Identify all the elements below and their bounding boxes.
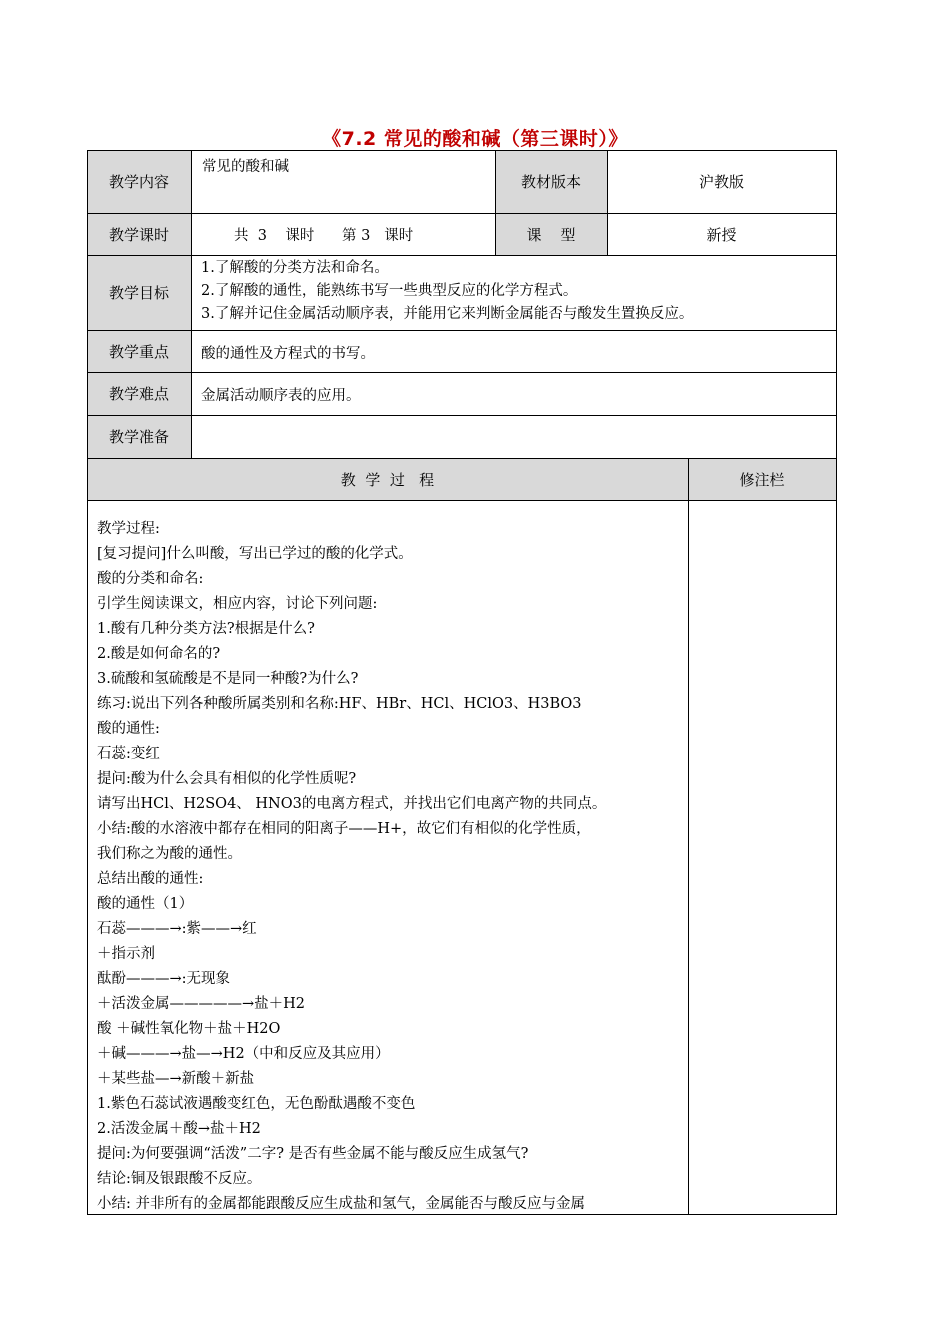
table-border [495, 150, 496, 255]
table-border [87, 500, 837, 501]
table-border [836, 150, 837, 1215]
label-teaching-goals: 教学目标 [87, 255, 191, 330]
table-border [87, 150, 837, 151]
process-line: 酞酚———→:无现象 [97, 971, 231, 987]
table-border [87, 213, 837, 214]
process-line: 提问:为何要强调“活泼”二字? 是否有些金属不能与酸反应生成氢气? [97, 1146, 529, 1162]
value-lesson-type: 新授 [706, 225, 737, 244]
process-line: 小结: 并非所有的金属都能跟酸反应生成盐和氢气，金属能否与酸反应与金属 [97, 1196, 585, 1212]
label-notes-column: 修注栏 [688, 458, 836, 500]
value-teaching-difficulty: 金属活动顺序表的应用。 [201, 388, 361, 404]
label-teaching-focus: 教学重点 [87, 330, 191, 372]
label-textbook-edition: 教材版本 [495, 150, 607, 213]
process-line: 1.紫色石蕊试液遇酸变红色，无色酚酞遇酸不变色 [97, 1096, 416, 1112]
label-teaching-content: 教学内容 [87, 150, 191, 213]
process-line: ＋某些盐—→新酸＋新盐 [97, 1071, 255, 1087]
goal-item: 2.了解酸的通性，能熟练书写一些典型反应的化学方程式。 [201, 283, 578, 299]
value-teaching-focus: 酸的通性及方程式的书写。 [201, 346, 375, 362]
table-border [607, 150, 608, 255]
process-line: 提问:酸为什么会具有相似的化学性质呢? [97, 771, 357, 787]
label-teaching-prep: 教学准备 [87, 415, 191, 458]
process-line: 2.酸是如何命名的? [97, 646, 221, 662]
process-line: 小结:酸的水溶液中都存在相同的阳离子——H+，故它们有相似的化学性质， [97, 821, 591, 837]
process-line: 酸的通性（1） [97, 896, 194, 912]
process-line: 酸的分类和命名: [97, 571, 204, 587]
process-line: ＋碱———→盐—→H2（中和反应及其应用） [97, 1046, 390, 1062]
process-line: 总结出酸的通性: [97, 871, 204, 887]
process-line: 练习:说出下列各种酸所属类别和名称:HF、HBr、HCl、HClO3、H3BO3 [97, 696, 582, 712]
process-line: 引学生阅读课文，相应内容，讨论下列问题: [97, 596, 378, 612]
process-line: 教学过程: [97, 521, 160, 537]
process-line: 酸的通性: [97, 721, 160, 737]
process-line: 结论:铜及银跟酸不反应。 [97, 1171, 262, 1187]
table-border [87, 150, 88, 1215]
label-teaching-process: 教 学 过 程 [87, 458, 688, 500]
process-line: 2.活泼金属＋酸→盐＋H2 [97, 1121, 261, 1137]
value-lesson-hours: 共 3 课时 第 3 课时 [234, 228, 414, 244]
label-lesson-hours: 教学课时 [87, 213, 191, 255]
label-lesson-type: 课 型 [495, 213, 607, 255]
goal-item: 1.了解酸的分类方法和命名。 [201, 260, 389, 276]
table-border [87, 255, 837, 256]
table-border [87, 458, 837, 459]
process-line: 石蕊:变红 [97, 746, 160, 762]
process-line: ＋活泼金属—————→盐＋H2 [97, 996, 306, 1012]
value-teaching-content: 常见的酸和碱 [202, 159, 289, 175]
table-border [87, 1214, 837, 1215]
value-teaching-goals [201, 257, 693, 326]
table-border [688, 458, 689, 1215]
value-textbook-edition: 沪教版 [698, 173, 744, 191]
process-line: 3.硫酸和氢硫酸是不是同一种酸?为什么? [97, 671, 359, 687]
process-line: 石蕊———→:紫——→红 [97, 921, 257, 937]
process-line: 1.酸有几种分类方法?根据是什么? [97, 621, 315, 637]
table-border [191, 150, 192, 458]
process-line: [复习提问]什么叫酸，写出已学过的酸的化学式。 [97, 546, 413, 562]
process-line: 我们称之为酸的通性。 [97, 846, 242, 862]
table-border [87, 415, 837, 416]
goal-item: 3.了解并记住金属活动顺序表，并能用它来判断金属能否与酸发生置换反应。 [201, 306, 694, 322]
process-line: 请写出HCl、H2SO4、 HNO3的电离方程式，并找出它们电离产物的共同点。 [97, 796, 607, 812]
process-line: ＋指示剂 [97, 946, 155, 962]
table-border [87, 372, 837, 373]
table-border [87, 330, 837, 331]
page-title: 《7.2 常见的酸和碱（第三课时）》 [322, 128, 628, 150]
label-teaching-difficulty: 教学难点 [87, 372, 191, 415]
process-line: 酸 ＋碱性氧化物＋盐＋H2O [97, 1021, 281, 1037]
process-content [97, 517, 685, 1217]
